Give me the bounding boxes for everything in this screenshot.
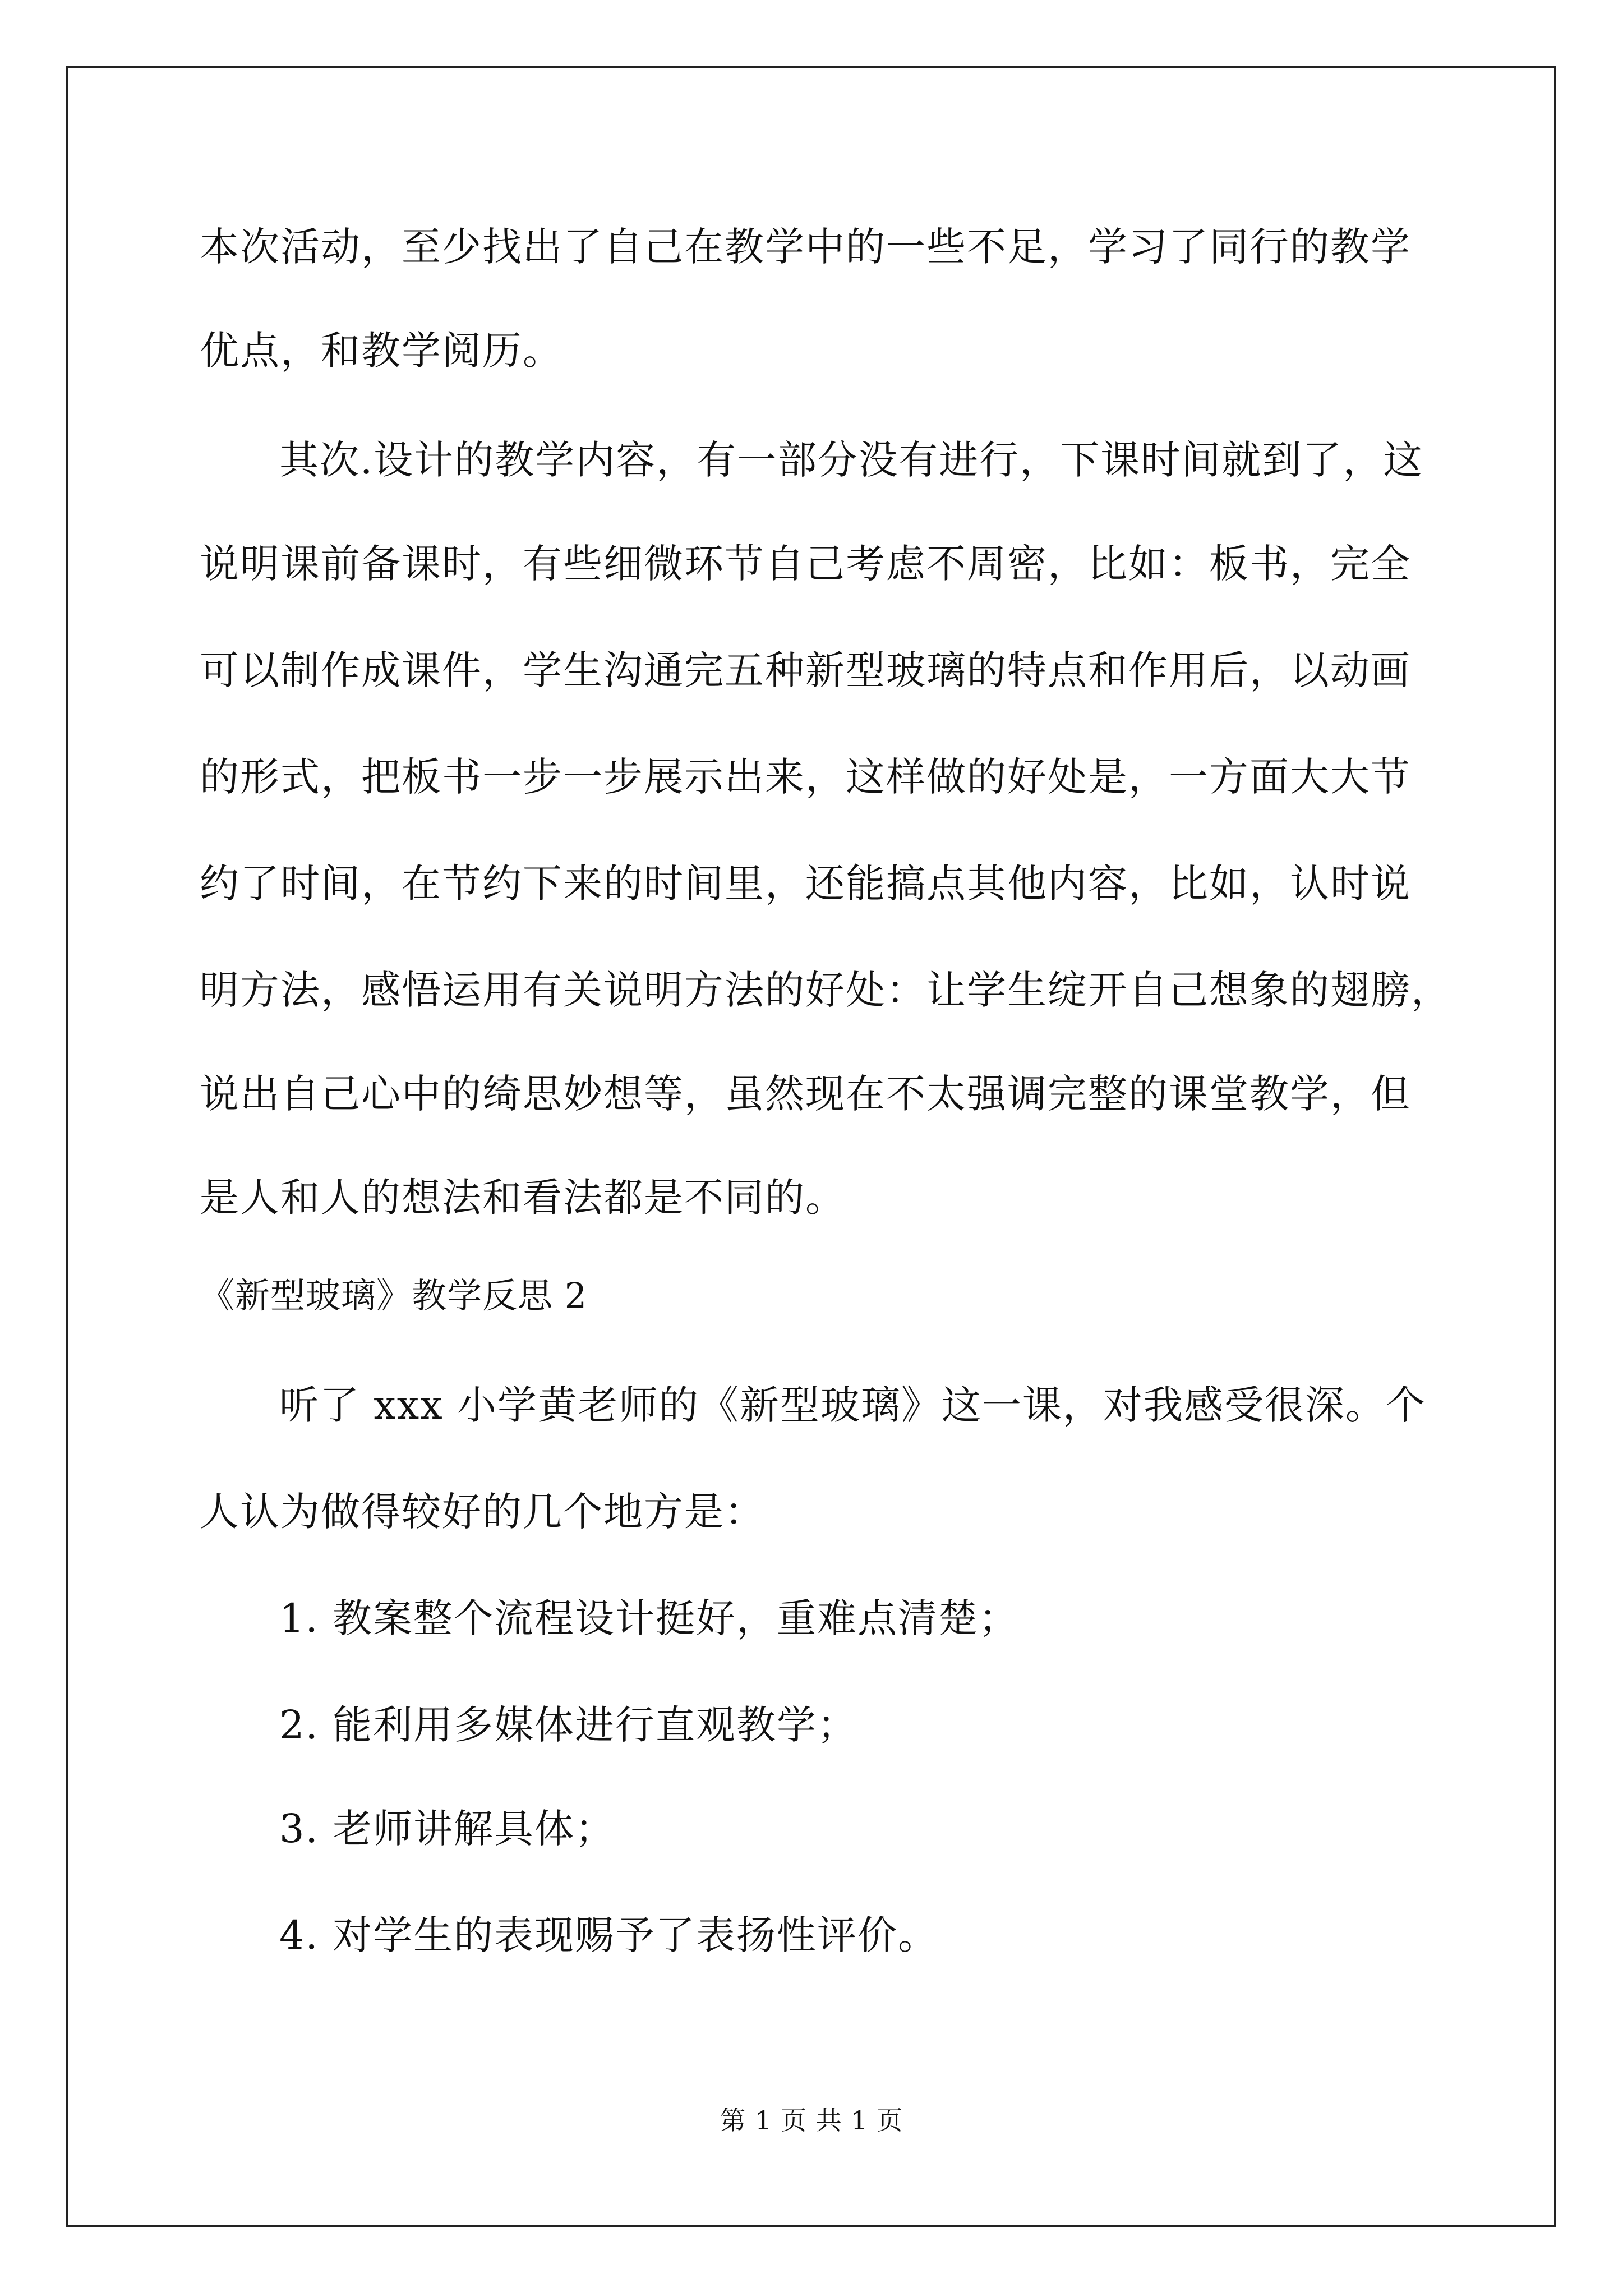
paragraph-line-8: 明方法，感悟运用有关说明方法的好处：让学生绽开自己想象的翅膀， [200,967,1451,1013]
page-footer: 第 1 页 共 1 页 [720,2105,903,2136]
paragraph-line-6: 的形式，把板书一步一步展示出来，这样做的好处是，一方面大大节 [200,754,1411,800]
paragraph-line-10: 是人和人的想法和看法都是不同的。 [200,1175,846,1221]
page-border [66,66,1556,2227]
paragraph-line-7: 约了时间，在节约下来的时间里，还能搞点其他内容，比如，认时说 [200,861,1411,907]
paragraph-line-4: 说明课前备课时，有些细微环节自己考虑不周密，比如：板书，完全 [200,541,1411,587]
paragraph-line-1: 本次活动，至少找出了自己在教学中的一些不足，学习了同行的教学 [200,224,1411,270]
paragraph-line-5: 可以制作成课件，学生沟通完五种新型玻璃的特点和作用后，以动画 [200,647,1411,693]
section-line-2: 人认为做得较好的几个地方是： [200,1489,765,1535]
list-item-2: 2. 能利用多媒体进行直观教学； [279,1702,858,1748]
paragraph-line-2: 优点，和教学阅历。 [200,328,563,374]
paragraph-line-3: 其次.设计的教学内容，有一部分没有进行，下课时间就到了，这 [279,437,1424,483]
list-item-1: 1. 教案整个流程设计挺好，重难点清楚； [279,1595,1020,1641]
list-item-4: 4. 对学生的表现赐予了表扬性评价。 [279,1912,939,1958]
section-title: 《新型玻璃》教学反思 2 [200,1275,588,1316]
paragraph-line-9: 说出自己心中的绮思妙想等，虽然现在不太强调完整的课堂教学，但 [200,1071,1411,1117]
list-item-3: 3. 老师讲解具体； [279,1806,616,1852]
section-line-1: 听了 xxx 小学黄老师的《新型玻璃》这一课，对我感受很深。个 [279,1382,1426,1428]
